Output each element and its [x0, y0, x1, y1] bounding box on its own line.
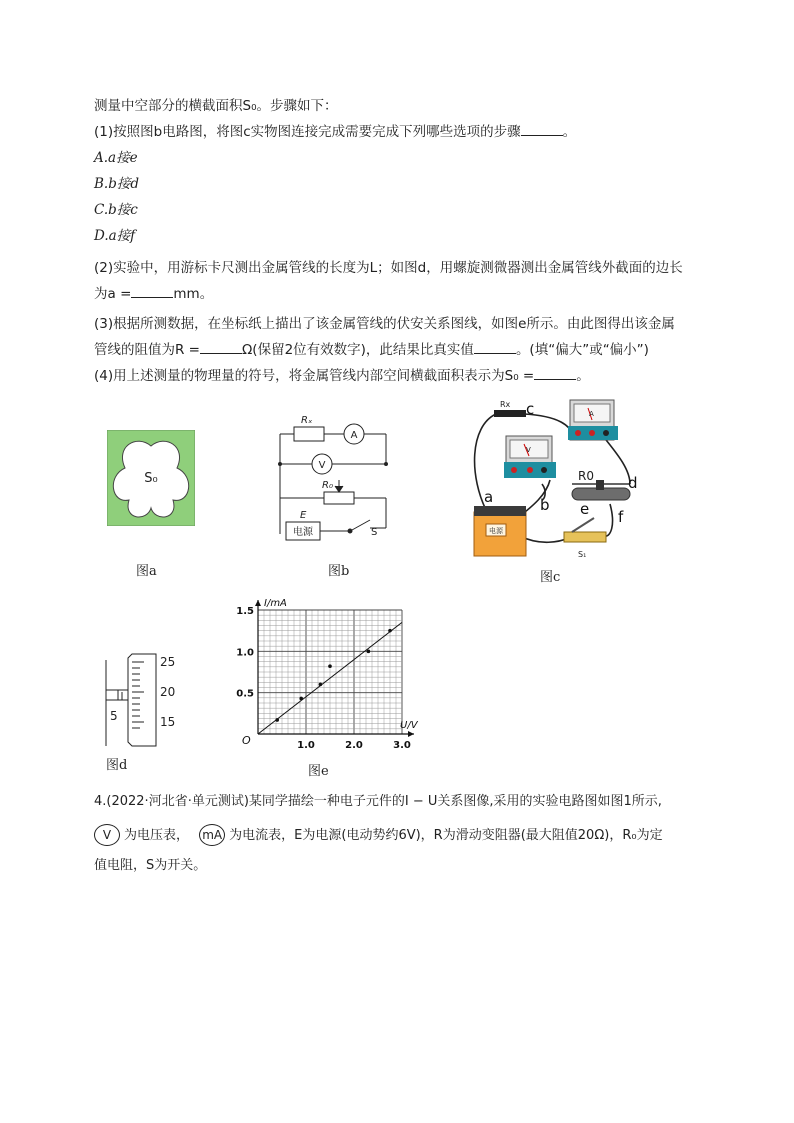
data-point	[367, 650, 371, 654]
answer-blank-1[interactable]	[521, 123, 563, 136]
data-point	[275, 718, 279, 722]
fig-c-caption: 图c	[540, 570, 561, 585]
x-axis-arrow	[408, 731, 414, 737]
figure-b	[270, 414, 400, 544]
resistor-rx	[294, 427, 324, 441]
fig-b-r0-label: R₀	[322, 480, 333, 491]
y-axis-label: I/mA	[264, 598, 287, 609]
answer-blank-4[interactable]	[474, 341, 516, 354]
fig-d-caption: 图d	[106, 758, 128, 773]
data-point	[319, 683, 323, 687]
figure-a	[107, 430, 195, 526]
question-3-line2	[94, 340, 649, 360]
question-1-text: (1)按照图b电路图，将图c实物图连接完成需要完成下列哪些选项的步骤	[94, 124, 521, 140]
question-4	[94, 366, 590, 386]
answer-blank-2[interactable]	[131, 285, 173, 298]
main-scale-label: 5	[110, 709, 118, 723]
figure-d	[100, 650, 190, 750]
figure-c	[460, 396, 660, 566]
circuit-description: 为电流表，E为电源(电动势约6V)，R为滑动变阻器(最大阻值20Ω)，R₀为定	[229, 828, 663, 843]
question-next-line3: 值电阻，S为开关。	[94, 858, 207, 873]
node-f-label: f	[618, 508, 624, 526]
question-2-prefix: 为a =	[94, 286, 132, 302]
thimble-tick-20: 20	[160, 685, 176, 699]
fig-b-emf-label: E	[300, 510, 307, 521]
fig-a-caption: 图a	[136, 564, 157, 579]
fig-e-caption: 图e	[308, 764, 329, 779]
node-a-label: a	[484, 488, 494, 506]
question-2-line2	[94, 284, 213, 304]
voltmeter-device	[504, 436, 556, 478]
thimble-tick-25: 25	[160, 655, 176, 669]
voltmeter-symbol-inline: V	[94, 824, 120, 846]
question-2-line1: (2)实验中，用游标卡尺测出金属管线的长度为L；如图d，用螺旋测微器测出金属管线外截面的边长	[94, 260, 683, 276]
y-tick-label: 0.5	[236, 688, 254, 700]
question-1-tail: 。	[562, 124, 577, 140]
question-4-text: (4)用上述测量的物理量的符号，将金属管线内部空间横截面积表示为S₀ =	[94, 368, 535, 384]
option-b: B.b接d	[94, 176, 139, 192]
rheostat-r0	[324, 492, 354, 504]
question-2-unit: mm。	[173, 286, 214, 302]
fig-c-r0-label: R0	[578, 469, 594, 483]
figure-e-graph	[230, 598, 430, 758]
data-point	[299, 697, 303, 701]
thimble-scale	[132, 662, 144, 728]
question-3-prefix: 管线的阻值为R =	[94, 342, 200, 358]
switch-device	[564, 518, 606, 542]
fig-b-source-label: 电源	[293, 527, 313, 538]
fig-b-voltmeter-label: V	[318, 460, 326, 471]
answer-blank-5[interactable]	[534, 367, 576, 380]
y-tick-label: 1.0	[236, 647, 254, 659]
node-b-label: b	[540, 496, 550, 514]
question-3-line1: (3)根据所测数据，在坐标纸上描出了该金属管线的伏安关系图线，如图e所示。由此图得出该金属	[94, 316, 675, 332]
answer-blank-3[interactable]	[200, 341, 242, 354]
y-axis-arrow	[255, 600, 261, 606]
fig-b-switch-label: S	[371, 527, 378, 538]
battery-device	[474, 506, 526, 556]
origin-label: O	[242, 734, 251, 747]
fig-c-rx-label: Rx	[500, 400, 511, 409]
question-4-tail: 。	[576, 368, 590, 384]
fig-a-s0-label: S₀	[144, 471, 158, 486]
question-next-line2	[94, 824, 663, 846]
rheostat-device	[572, 480, 630, 500]
voltmeter-description: 为电压表，	[124, 828, 190, 843]
x-tick-label: 3.0	[393, 740, 411, 751]
node-c-label: c	[526, 400, 535, 418]
fig-c-voltmeter-label: V	[526, 446, 531, 454]
question-3-middle: Ω(保留2位有效数字)，此结果比真实值	[241, 342, 474, 358]
question-1	[94, 122, 576, 142]
option-a: A.a接e	[94, 150, 138, 166]
data-point	[328, 664, 332, 668]
fig-c-s1-label: S₁	[578, 550, 587, 559]
ammeter-device	[568, 400, 618, 440]
fig-c-ammeter-label: A	[589, 410, 594, 418]
node-d-label: d	[628, 474, 638, 492]
x-tick-label: 1.0	[297, 740, 315, 751]
data-point	[388, 629, 392, 633]
y-tick-label: 1.5	[236, 606, 254, 617]
question-next-line1: 4.(2022·河北省·单元测试)某同学描绘一种电子元件的I − U关系图像,采用的实验电路图如图1所示,	[94, 794, 662, 809]
thimble-tick-15: 15	[160, 715, 176, 729]
x-tick-label: 2.0	[345, 740, 363, 751]
fig-b-caption: 图b	[328, 564, 350, 579]
fig-b-ammeter-label: A	[350, 430, 358, 441]
option-d: D.a接f	[94, 228, 136, 244]
node-e-label: e	[580, 500, 590, 518]
x-axis-label: U/V	[400, 720, 418, 731]
intro-line: 测量中空部分的横截面积S₀。步骤如下：	[94, 98, 338, 114]
fig-b-rx-label: Rₓ	[301, 415, 313, 426]
fig-c-battery-label: 电源	[489, 527, 503, 535]
question-3-suffix: 。(填“偏大”或“偏小”)	[515, 342, 649, 358]
milliammeter-symbol-inline: mA	[199, 824, 225, 846]
resistor-rx-object	[494, 410, 526, 417]
option-c: C.b接c	[94, 202, 138, 218]
